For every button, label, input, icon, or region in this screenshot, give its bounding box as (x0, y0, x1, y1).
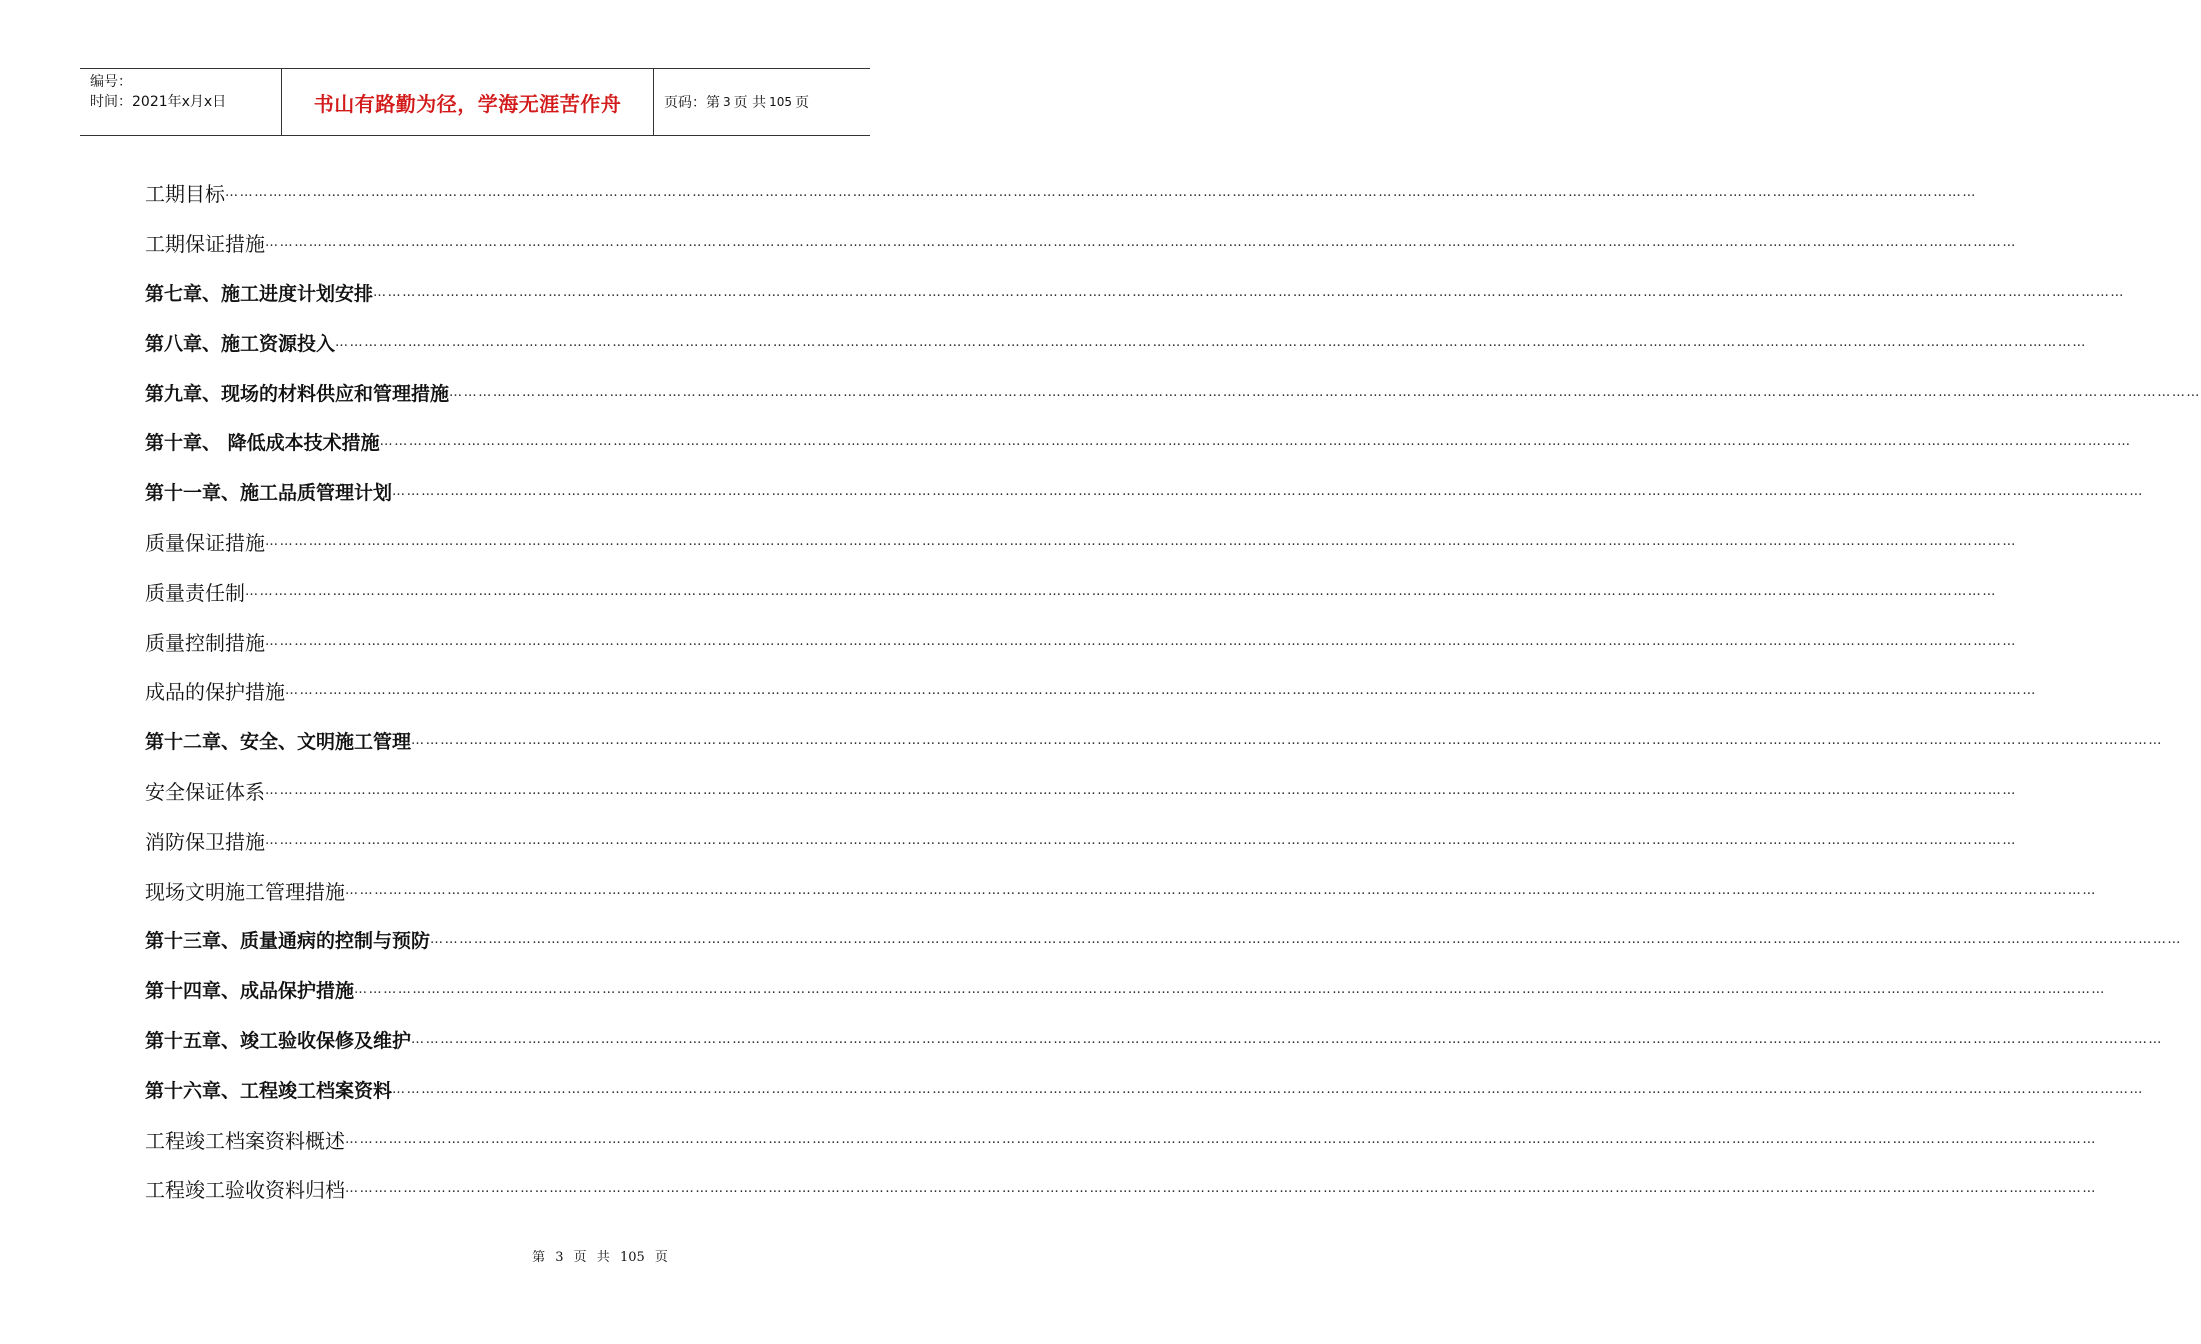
toc-entry-label: 成品的保护措施 (145, 680, 285, 705)
toc-leader-dots: ……………………………………………………………………………………………………………………………………………………………………………………………………………………………………………………………………………………………………………………………… (345, 882, 2097, 898)
toc-leader-dots: ……………………………………………………………………………………………………………………………………………………………………………………………………………………………………………………………………………………………………………………………… (345, 1131, 2097, 1147)
toc-leader-dots: ……………………………………………………………………………………………………………………………………………………………………………………………………………………………………………………………………………………………………………………………… (449, 384, 2201, 400)
toc-entry-label: 第十章、 降低成本技术措施 (145, 432, 380, 455)
toc-entry-label: 第九章、现场的材料供应和管理措施 (145, 382, 450, 405)
toc-entry[interactable] (145, 1064, 2145, 1114)
toc-entry[interactable] (145, 367, 2201, 417)
toc-entry-label: 第十三章、质量通病的控制与预防 (145, 930, 431, 953)
footer-mid1: 页 (573, 1250, 587, 1265)
toc-entry[interactable] (145, 218, 2017, 268)
toc-entry[interactable] (145, 517, 2017, 567)
toc-entry-label: 现场文明施工管理措施 (145, 879, 345, 904)
toc-entry-label: 工期目标 (145, 182, 225, 207)
page-mid: 页 共 (733, 95, 767, 111)
footer-total: 105 (619, 1250, 645, 1265)
toc-leader-dots: ……………………………………………………………………………………………………………………………………………………………………………………………………………………………………………………………………………………………………………………………… (245, 583, 1997, 599)
toc-entry[interactable] (145, 616, 2017, 666)
toc-entry[interactable] (145, 317, 2088, 367)
toc-leader-dots: ……………………………………………………………………………………………………………………………………………………………………………………………………………………………………………………………………………………………………………………………… (285, 683, 2037, 699)
toc-entry[interactable] (145, 268, 2126, 318)
header-motto: 书山有路勤为径，学海无涯苦作舟 (282, 69, 654, 135)
toc-entry[interactable] (145, 1015, 2164, 1065)
footer-prefix: 第 (532, 1250, 546, 1265)
toc-leader-dots: ……………………………………………………………………………………………………………………………………………………………………………………………………………………………………………………………………………………………………………………………… (345, 1181, 2097, 1197)
toc-entry-label: 质量保证措施 (145, 530, 265, 555)
toc-entry-label: 第十一章、施工品质管理计划 (145, 482, 393, 505)
toc-leader-dots: ……………………………………………………………………………………………………………………………………………………………………………………………………………………………………………………………………………………………………………………………… (265, 533, 2017, 549)
toc-entry-label: 质量控制措施 (145, 630, 265, 655)
header-meta (80, 69, 282, 135)
toc-entry[interactable] (145, 865, 2097, 915)
toc-entry-label: 第八章、施工资源投入 (145, 332, 336, 355)
toc-leader-dots: ……………………………………………………………………………………………………………………………………………………………………………………………………………………………………………………………………………………………………………………………… (265, 782, 2017, 798)
toc-entry[interactable] (145, 815, 2017, 865)
toc-entry-label: 第十二章、安全、文明施工管理 (145, 731, 412, 754)
toc-leader-dots: ……………………………………………………………………………………………………………………………………………………………………………………………………………………………………………………………………………………………………………………………… (411, 733, 2164, 749)
toc-leader-dots: ……………………………………………………………………………………………………………………………………………………………………………………………………………………………………………………………………………………………………………………………… (265, 832, 2017, 848)
header-page-info (654, 69, 870, 135)
toc-entry-label: 工程竣工档案资料概述 (145, 1128, 345, 1153)
page-current: 3 (723, 95, 731, 109)
toc-leader-dots: ……………………………………………………………………………………………………………………………………………………………………………………………………………………………………………………………………………………………………………………………… (392, 484, 2145, 500)
toc-leader-dots: ……………………………………………………………………………………………………………………………………………………………………………………………………………………………………………………………………………………………………………………………… (225, 185, 1977, 201)
toc-leader-dots: ……………………………………………………………………………………………………………………………………………………………………………………………………………………………………………………………………………………………………………………………… (430, 932, 2183, 948)
footer-current: 3 (555, 1250, 564, 1265)
toc-entry[interactable] (145, 766, 2017, 816)
page-prefix: 页码：第 (664, 95, 720, 111)
toc-entry[interactable] (145, 716, 2164, 766)
document-date: 时间：2021年x月x日 (90, 94, 227, 110)
toc-entry[interactable] (145, 168, 1977, 218)
toc-leader-dots: ……………………………………………………………………………………………………………………………………………………………………………………………………………………………………………………………………………………………………………………………… (392, 1081, 2145, 1097)
footer-suffix: 页 (654, 1250, 668, 1265)
toc-entry[interactable] (145, 1114, 2097, 1164)
toc-entry[interactable] (145, 1164, 2097, 1214)
page-footer (0, 1246, 950, 1265)
toc-entry-label: 安全保证体系 (145, 779, 265, 804)
toc-entry-label: 工程竣工验收资料归档 (145, 1178, 345, 1203)
toc-entry[interactable] (145, 965, 2107, 1015)
toc-entry[interactable] (145, 666, 2037, 716)
toc-entry-label: 工期保证措施 (145, 232, 265, 257)
toc-entry[interactable] (145, 566, 1997, 616)
toc-leader-dots: ……………………………………………………………………………………………………………………………………………………………………………………………………………………………………………………………………………………………………………………………… (411, 1031, 2164, 1047)
toc-entry[interactable] (145, 467, 2145, 517)
page-header (80, 68, 870, 136)
footer-mid2: 共 (596, 1250, 610, 1265)
toc-entry-label: 质量责任制 (145, 580, 245, 605)
toc-leader-dots: ……………………………………………………………………………………………………………………………………………………………………………………………………………………………………………………………………………………………………………………………… (373, 284, 2126, 300)
toc-entry-label: 消防保卫措施 (145, 829, 265, 854)
table-of-contents (145, 168, 2201, 1214)
toc-leader-dots: ……………………………………………………………………………………………………………………………………………………………………………………………………………………………………………………………………………………………………………………………… (265, 235, 2017, 251)
toc-entry-label: 第十六章、工程竣工档案资料 (145, 1079, 393, 1102)
page-total: 105 (769, 95, 792, 109)
toc-leader-dots: ……………………………………………………………………………………………………………………………………………………………………………………………………………………………………………………………………………………………………………………………… (379, 434, 2132, 450)
toc-entry-label: 第十五章、竣工验收保修及维护 (145, 1029, 412, 1052)
toc-leader-dots: ……………………………………………………………………………………………………………………………………………………………………………………………………………………………………………………………………………………………………………………………… (265, 633, 2017, 649)
toc-leader-dots: ……………………………………………………………………………………………………………………………………………………………………………………………………………………………………………………………………………………………………………………………… (335, 334, 2088, 350)
toc-entry[interactable] (145, 915, 2183, 965)
document-number-label: 编号： (90, 74, 132, 90)
toc-entry-label: 第七章、施工进度计划安排 (145, 282, 374, 305)
toc-entry[interactable] (145, 417, 2132, 467)
page-suffix: 页 (795, 95, 809, 111)
toc-entry-label: 第十四章、成品保护措施 (145, 980, 355, 1003)
toc-leader-dots: ……………………………………………………………………………………………………………………………………………………………………………………………………………………………………………………………………………………………………………………………… (354, 982, 2107, 998)
